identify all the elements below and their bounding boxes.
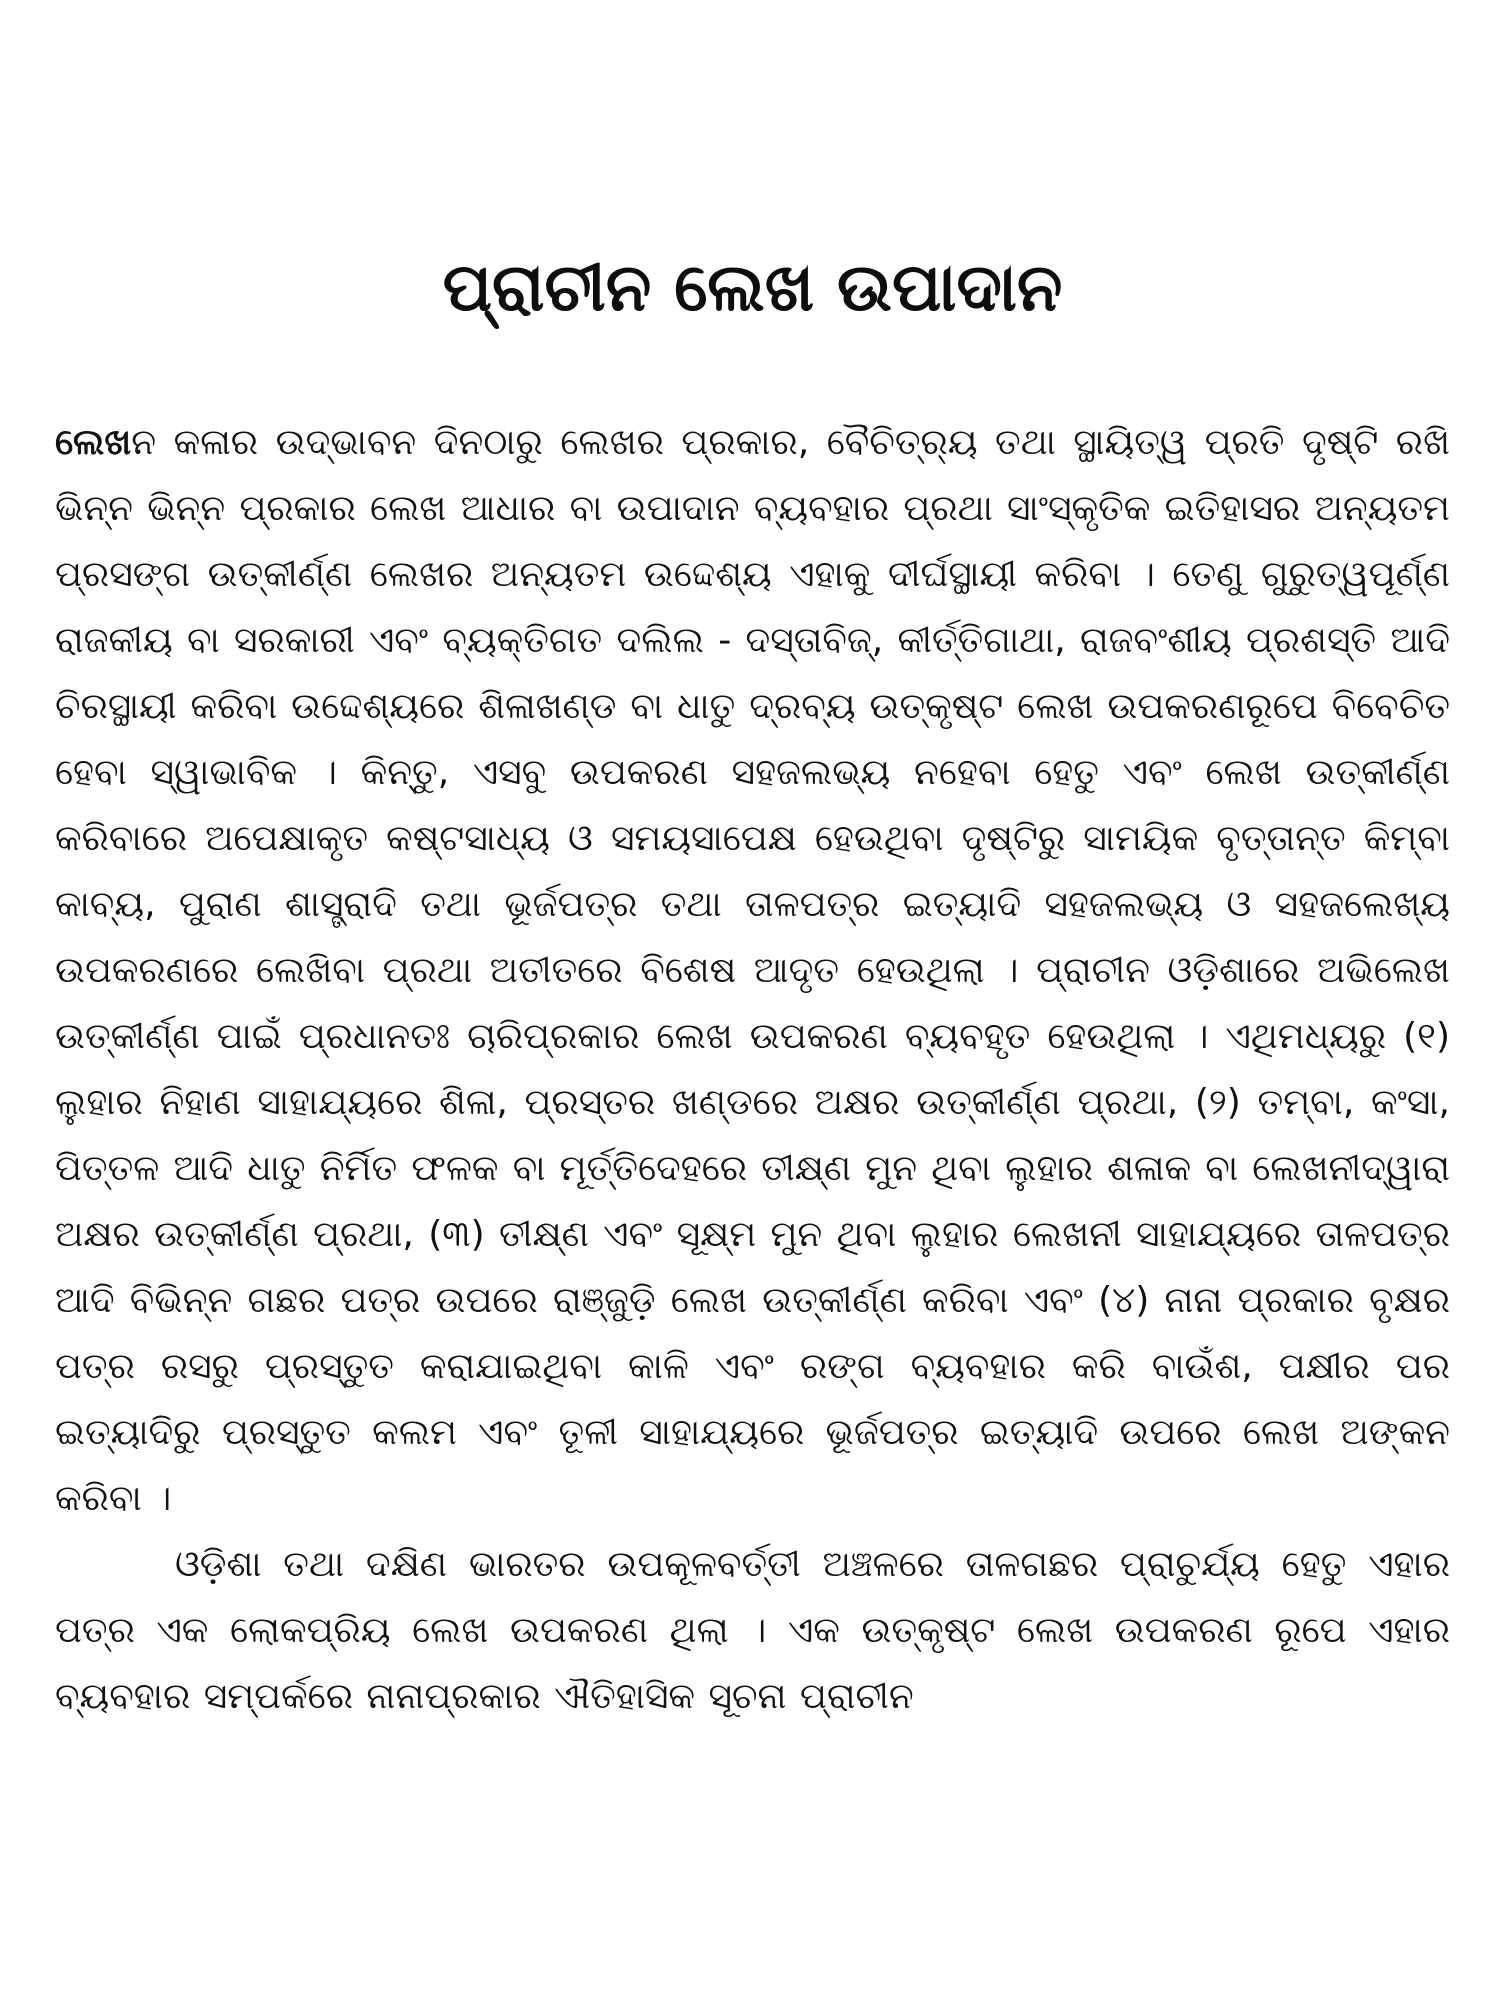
paragraph-2 (55, 1532, 1450, 1730)
page-title: ପ୍ରାଚୀନ ଲେଖ ଉପାଦାନ (442, 249, 1063, 326)
paragraph-1 (55, 410, 1450, 1532)
paragraph-1-lead-word: ଲେଖ (55, 422, 132, 463)
body-text (55, 410, 1450, 1730)
paragraph-2-text: ଓଡ଼ିଶା ତଥା ଦକ୍ଷିଣ ଭାରତର ଉପକୂଳବର୍ତ୍ତୀ ଅଞ୍ଚଳରେ ତାଳଗଛର ପ୍ରାଚୁର୍ଯ୍ୟ ହେତୁ ଏହାର ପତ୍ର ଏକ ଲୋକପ୍ରିୟ ଲେଖ ଉପକରଣ ଥିଲା । ଏକ ଉତ୍କୃଷ୍ଟ ଲେଖ ଉପକରଣ ରୂପେ ଏହାର ବ୍ୟବହାର ସମ୍ପର୍କରେ ନାନାପ୍ରକାର ଐତିହାସିକ ସୂଚନା ପ୍ରାଚୀନ (55, 1544, 1450, 1717)
paragraph-1-text: ନ କଳାର ଉଦ୍ଭାବନ ଦିନଠାରୁ ଲେଖର ପ୍ରକାର, ବୈଚିତ୍ର୍ୟ ତଥା ସ୍ଥାୟିତ୍ୱ ପ୍ରତି ଦୃଷ୍ଟି ରଖି ଭିନ୍ନ ଭିନ୍ନ ପ୍ରକାର ଲେଖ ଆଧାର ବା ଉପାଦାନ ବ୍ୟବହାର ପ୍ରଥା ସାଂସ୍କୃତିକ ଇତିହାସର ଅନ୍ୟତମ ପ୍ରସଙ୍ଗ ଉତ୍କୀର୍ଣ୍ଣ ଲେଖର ଅନ୍ୟତମ ଉଦ୍ଦେଶ୍ୟ ଏହାକୁ ଦୀର୍ଘସ୍ଥାୟୀ କରିବା । ତେଣୁ ଗୁରୁତ୍ୱପୂର୍ଣ୍ଣ ରାଜକୀୟ ବା ସରକାରୀ ଏବଂ ବ୍ୟକ୍ତିଗତ ଦଲିଲ - ଦସ୍ତାବିଜ୍, କୀର୍ତ୍ତିଗାଥା, ରାଜବଂଶୀୟ ପ୍ରଶସ୍ତି ଆଦି ଚିରସ୍ଥାୟୀ କରିବା ଉଦ୍ଦେଶ୍ୟରେ ଶିଳାଖଣ୍ଡ ବା ଧାତୁ ଦ୍ରବ୍ୟ ଉତ୍କୃଷ୍ଟ ଲେଖ ଉପକରଣରୂପେ ବିବେଚିତ ହେବା ସ୍ୱାଭାବିକ । କିନ୍ତୁ, ଏସବୁ ଉପକରଣ ସହଜଲଭ୍ୟ ନହେବା ହେତୁ ଏବଂ ଲେଖ ଉତ୍କୀର୍ଣ୍ଣ କରିବାରେ ଅପେକ୍ଷାକୃତ କଷ୍ଟସାଧ୍ୟ ଓ ସମୟସାପେକ୍ଷ ହେଉଥିବା ଦୃଷ୍ଟିରୁ ସାମୟିକ ବୃତ୍ତାନ୍ତ କିମ୍ବା କାବ୍ୟ, ପୁରାଣ ଶାସ୍ତ୍ରାଦି ତଥା ଭୂର୍ଜପତ୍ର ତଥା ତାଳପତ୍ର ଇତ୍ୟାଦି ସହଜଲଭ୍ୟ ଓ ସହଜଲେଖ୍ୟ ଉପକରଣରେ ଲେଖିବା ପ୍ରଥା ଅତୀତରେ ବିଶେଷ ଆଦୃତ ହେଉଥିଲା । ପ୍ରାଚୀନ ଓଡ଼ିଶାରେ ଅଭିଲେଖ ଉତ୍କୀର୍ଣ୍ଣ ପାଇଁ ପ୍ରଧାନତଃ ଚାରିପ୍ରକାର ଲେଖ ଉପକରଣ ବ୍ୟବହୃତ ହେଉଥିଲା । ଏଥିମଧ୍ୟରୁ (୧) ଲୁହାର ନିହାଣ ସାହାଯ୍ୟରେ ଶିଳା, ପ୍ରସ୍ତର ଖଣ୍ଡରେ ଅକ୍ଷର ଉତ୍କୀର୍ଣ୍ଣ ପ୍ରଥା, (୨) ତମ୍ବା, କଂସା, ପିତ୍ତଳ ଆଦି ଧାତୁ ନିର୍ମିତ ଫଳକ ବା ମୂର୍ତ୍ତିଦେହରେ ତୀକ୍ଷ୍ଣ ମୁନ ଥିବା ଲୁହାର ଶଳାକ ବା ଲେଖନୀଦ୍ୱାରା ଅକ୍ଷର ଉତ୍କୀର୍ଣ୍ଣ ପ୍ରଥା, (୩) ତୀକ୍ଷ୍ଣ ଏବଂ ସୂକ୍ଷ୍ମ ମୁନ ଥିବା ଲୁହାର ଲେଖନୀ ସାହାଯ୍ୟରେ ତାଳପତ୍ର ଆଦି ବିଭିନ୍ନ ଗଛର ପତ୍ର ଉପରେ ରାଞ୍ଜୁଡ଼ି ଲେଖ ଉତ୍କୀର୍ଣ୍ଣ କରିବା ଏବଂ (୪) ନାନା ପ୍ରକାର ବୃକ୍ଷର ପତ୍ର ରସରୁ ପ୍ରସ୍ତୁତ କରାଯାଇଥିବା କାଳି ଏବଂ ରଙ୍ଗ ବ୍ୟବହାର କରି ବାଉଁଶ, ପକ୍ଷୀର ପର ଇତ୍ୟାଦିରୁ ପ୍ରସ୍ତୁତ କଲମ ଏବଂ ତୂଳୀ ସାହାଯ୍ୟରେ ଭୂର୍ଜପତ୍ର ଇତ୍ୟାଦି ଉପରେ ଲେଖ ଅଙ୍କନ କରିବା । (55, 422, 1450, 1519)
